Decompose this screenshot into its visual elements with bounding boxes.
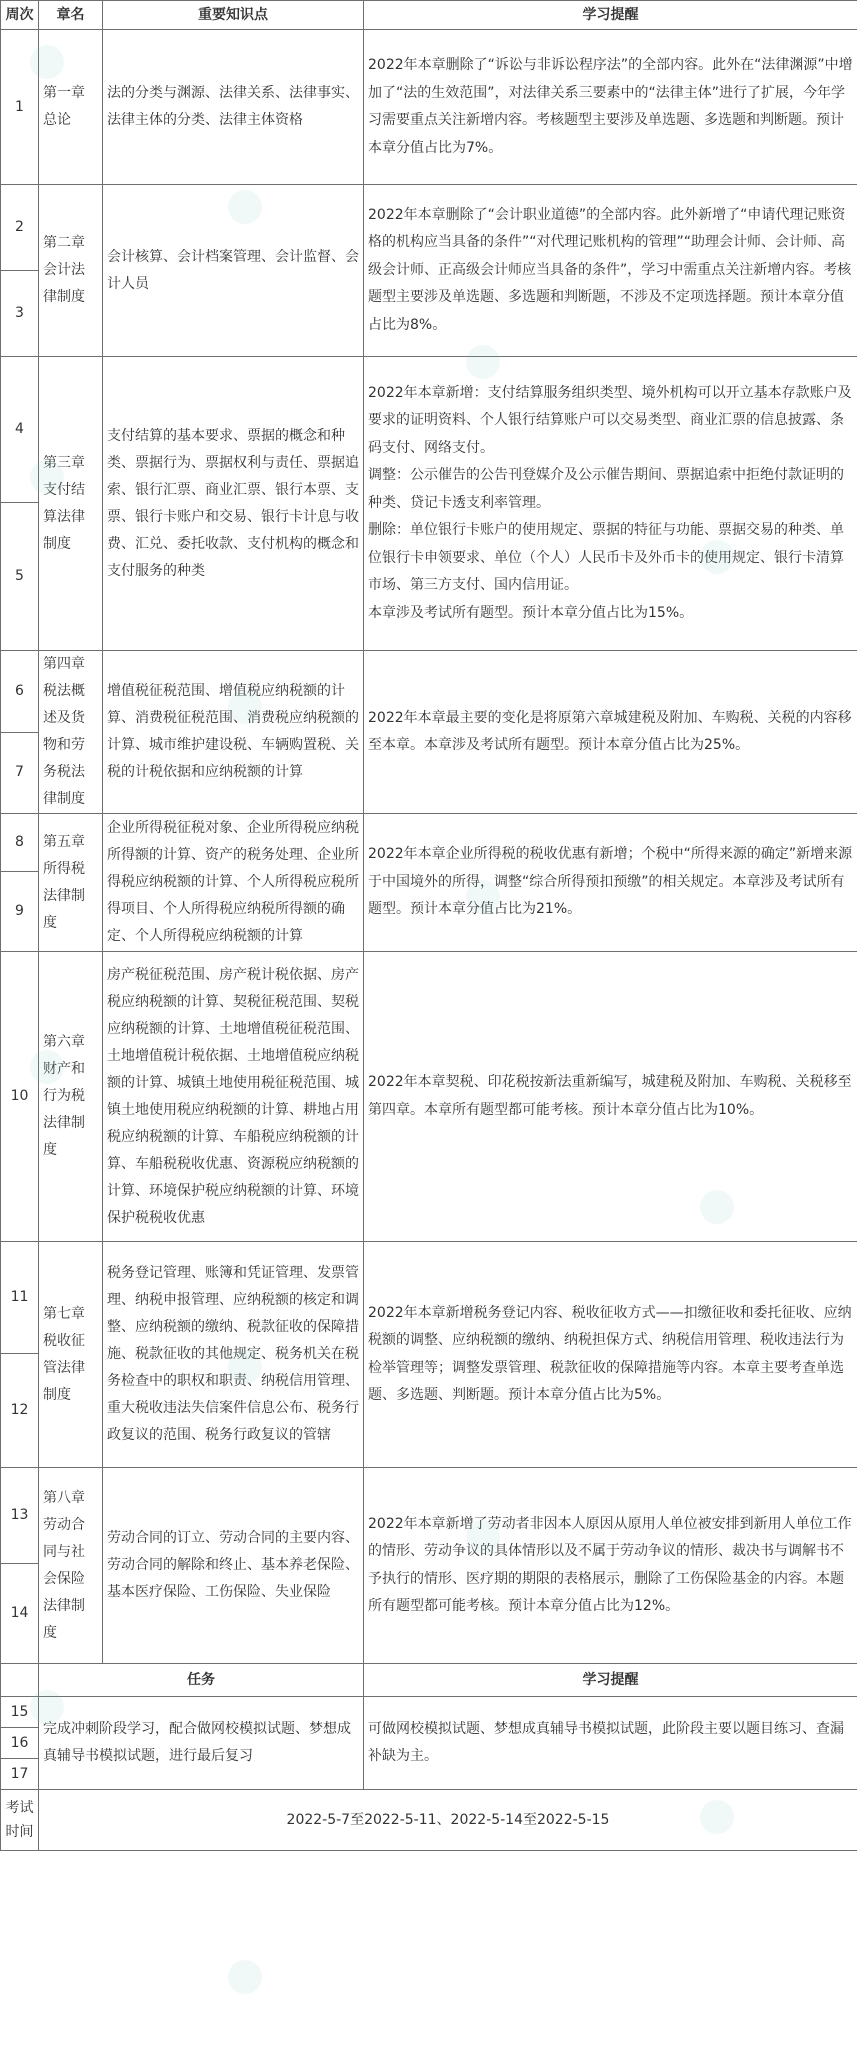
week-number: 12 xyxy=(1,1354,39,1468)
table-row xyxy=(1,1697,857,1728)
review-tips: 可做网校模拟试题、梦想成真辅导书模拟试题，此阶段主要以题目练习、查漏补缺为主。 xyxy=(364,1697,857,1790)
review-header-row xyxy=(1,1664,857,1697)
study-tips: 2022年本章契税、印花税按新法重新编写，城建税及附加、车购税、关税移至第四章。本章所有题型都可能考核。预计本章分值占比为10%。 xyxy=(364,952,857,1242)
header-row xyxy=(1,1,857,30)
empty-cell xyxy=(1,1664,39,1697)
week-number: 17 xyxy=(1,1759,39,1790)
exam-label: 考试时间 xyxy=(1,1790,39,1851)
week-number: 1 xyxy=(1,30,39,185)
week-number: 7 xyxy=(1,732,39,814)
watermark-logo xyxy=(228,1960,262,1994)
week-number: 14 xyxy=(1,1564,39,1664)
chapter-name: 第六章 财产和行为税法律制度 xyxy=(39,952,103,1242)
chapter-name: 第二章 会计法律制度 xyxy=(39,185,103,357)
key-points: 会计核算、会计档案管理、会计监督、会计人员 xyxy=(103,185,364,357)
week-number: 2 xyxy=(1,185,39,271)
key-points: 法的分类与渊源、法律关系、法律事实、法律主体的分类、法律主体资格 xyxy=(103,30,364,185)
study-tips: 2022年本章新增税务登记内容、税收征收方式——扣缴征收和委托征收、应纳税额的调整、应纳税额的缴纳、纳税担保方式、纳税信用管理、税收违法行为检举管理等；调整发票管理、税款征收的保障措施等内容。本章主要考查单选题、多选题、判断题。预计本章分值占比为5%。 xyxy=(364,1242,857,1468)
key-points: 企业所得税征税对象、企业所得税应纳税所得额的计算、资产的税务处理、企业所得税应纳税额的计算、个人所得税应税所得项目、个人所得税应纳税所得额的确定、个人所得税应纳税额的计算 xyxy=(103,814,364,952)
study-tips: 2022年本章新增了劳动者非因本人原因从原用人单位被安排到新用人单位工作的情形、劳动争议的具体情形以及不属于劳动争议的情形、裁决书与调解书不予执行的情形、医疗期的期限的表格展示，删除了工伤保险基金的内容。本题所有题型都可能考核。预计本章分值占比为12%。 xyxy=(364,1468,857,1664)
review-task: 完成冲刺阶段学习，配合做网校模拟试题、梦想成真辅导书模拟试题，进行最后复习 xyxy=(39,1697,364,1790)
header-tips: 学习提醒 xyxy=(364,1,857,30)
week-number: 6 xyxy=(1,651,39,733)
study-tips: 2022年本章删除了“诉讼与非诉讼程序法”的全部内容。此外在“法律渊源”中增加了“法的生效范围”，对法律关系三要素中的“法律主体”进行了扩展，今年学习需要重点关注新增内容。考核题型主要涉及单选题、多选题和判断题。预计本章分值占比为7%。 xyxy=(364,30,857,185)
key-points: 支付结算的基本要求、票据的概念和种类、票据行为、票据权利与责任、票据追索、银行汇票、商业汇票、银行本票、支票、银行卡账户和交易、银行卡计息与收费、汇兑、委托收款、支付机构的概念和支付服务的种类 xyxy=(103,357,364,651)
chapter-name: 第四章 税法概述及货物和劳务税法律制度 xyxy=(39,651,103,814)
header-chapter: 章名 xyxy=(39,1,103,30)
key-points: 房产税征税范围、房产税计税依据、房产税应纳税额的计算、契税征税范围、契税应纳税额的计算、土地增值税征税范围、土地增值税计税依据、土地增值税应纳税额的计算、城镇土地使用税征税范围、城镇土地使用税应纳税额的计算、耕地占用税应纳税额的计算、车船税应纳税额的计算、车船税税收优惠、资源税应纳税额的计算、环境保护税应纳税额的计算、环境保护税税收优惠 xyxy=(103,952,364,1242)
week-number: 16 xyxy=(1,1728,39,1759)
week-number: 3 xyxy=(1,271,39,357)
week-number: 11 xyxy=(1,1242,39,1354)
header-points: 重要知识点 xyxy=(103,1,364,30)
key-points: 劳动合同的订立、劳动合同的主要内容、劳动合同的解除和终止、基本养老保险、基本医疗保险、工伤保险、失业保险 xyxy=(103,1468,364,1664)
table-row xyxy=(1,814,857,872)
header-review-tips: 学习提醒 xyxy=(364,1664,857,1697)
week-number: 13 xyxy=(1,1468,39,1564)
week-number: 8 xyxy=(1,814,39,872)
table-row xyxy=(1,185,857,271)
key-points: 增值税征税范围、增值税应纳税额的计算、消费税征税范围、消费税应纳税额的计算、城市维护建设税、车辆购置税、关税的计税依据和应纳税额的计算 xyxy=(103,651,364,814)
week-number: 5 xyxy=(1,503,39,651)
header-task: 任务 xyxy=(39,1664,364,1697)
table-row xyxy=(1,30,857,185)
study-tips: 2022年本章删除了“会计职业道德”的全部内容。此外新增了“申请代理记账资格的机构应当具备的条件”“对代理记账机构的管理”“助理会计师、会计师、高级会计师、正高级会计师应当具备的条件”，学习中需重点关注新增内容。考核题型主要涉及单选题、多选题和判断题，不涉及不定项选择题。预计本章分值占比为8%。 xyxy=(364,185,857,357)
table-row xyxy=(1,1242,857,1354)
header-week: 周次 xyxy=(1,1,39,30)
week-number: 15 xyxy=(1,1697,39,1728)
week-number: 9 xyxy=(1,872,39,952)
study-tips: 2022年本章新增：支付结算服务组织类型、境外机构可以开立基本存款账户及要求的证明资料、个人银行结算账户可以交易类型、商业汇票的信息披露、条码支付、网络支付。 调整：公示催告的公告刊登媒介及公示催告期间、票据追索中拒绝付款证明的种类、贷记卡透支利率管理。 删除：单位银行卡账户的使用规定、票据的特征与功能、票据交易的种类、单位银行卡申领要求、单位（个人）人民币卡及外币卡的使用规定、银行卡清算市场、第三方支付、国内信用证。 本章涉及考试所有题型。预计本章分值占比为15%。 xyxy=(364,357,857,651)
table-row xyxy=(1,1468,857,1564)
chapter-name: 第三章 支付结算法律制度 xyxy=(39,357,103,651)
table-row xyxy=(1,651,857,733)
chapter-name: 第五章 所得税法律制度 xyxy=(39,814,103,952)
week-number: 4 xyxy=(1,357,39,503)
study-tips: 2022年本章最主要的变化是将原第六章城建税及附加、车购税、关税的内容移至本章。本章涉及考试所有题型。预计本章分值占比为25%。 xyxy=(364,651,857,814)
exam-row xyxy=(1,1790,857,1851)
exam-dates: 2022-5-7至2022-5-11、2022-5-14至2022-5-15 xyxy=(39,1790,857,1851)
table-row xyxy=(1,357,857,503)
study-tips: 2022年本章企业所得税的税收优惠有新增；个税中“所得来源的确定”新增来源于中国境外的所得，调整“综合所得预扣预缴”的相关规定。本章涉及考试所有题型。预计本章分值占比为21%。 xyxy=(364,814,857,952)
chapter-name: 第七章 税收征管法律制度 xyxy=(39,1242,103,1468)
chapter-name: 第八章 劳动合同与社会保险法律制度 xyxy=(39,1468,103,1664)
chapter-name: 第一章 总论 xyxy=(39,30,103,185)
key-points: 税务登记管理、账簿和凭证管理、发票管理、纳税申报管理、应纳税额的核定和调整、应纳税额的缴纳、税款征收的保障措施、税款征收的其他规定、税务机关在税务检查中的职权和职责、纳税信用管理、重大税收违法失信案件信息公布、税务行政复议的范围、税务行政复议的管辖 xyxy=(103,1242,364,1468)
table-row xyxy=(1,952,857,1242)
week-number: 10 xyxy=(1,952,39,1242)
